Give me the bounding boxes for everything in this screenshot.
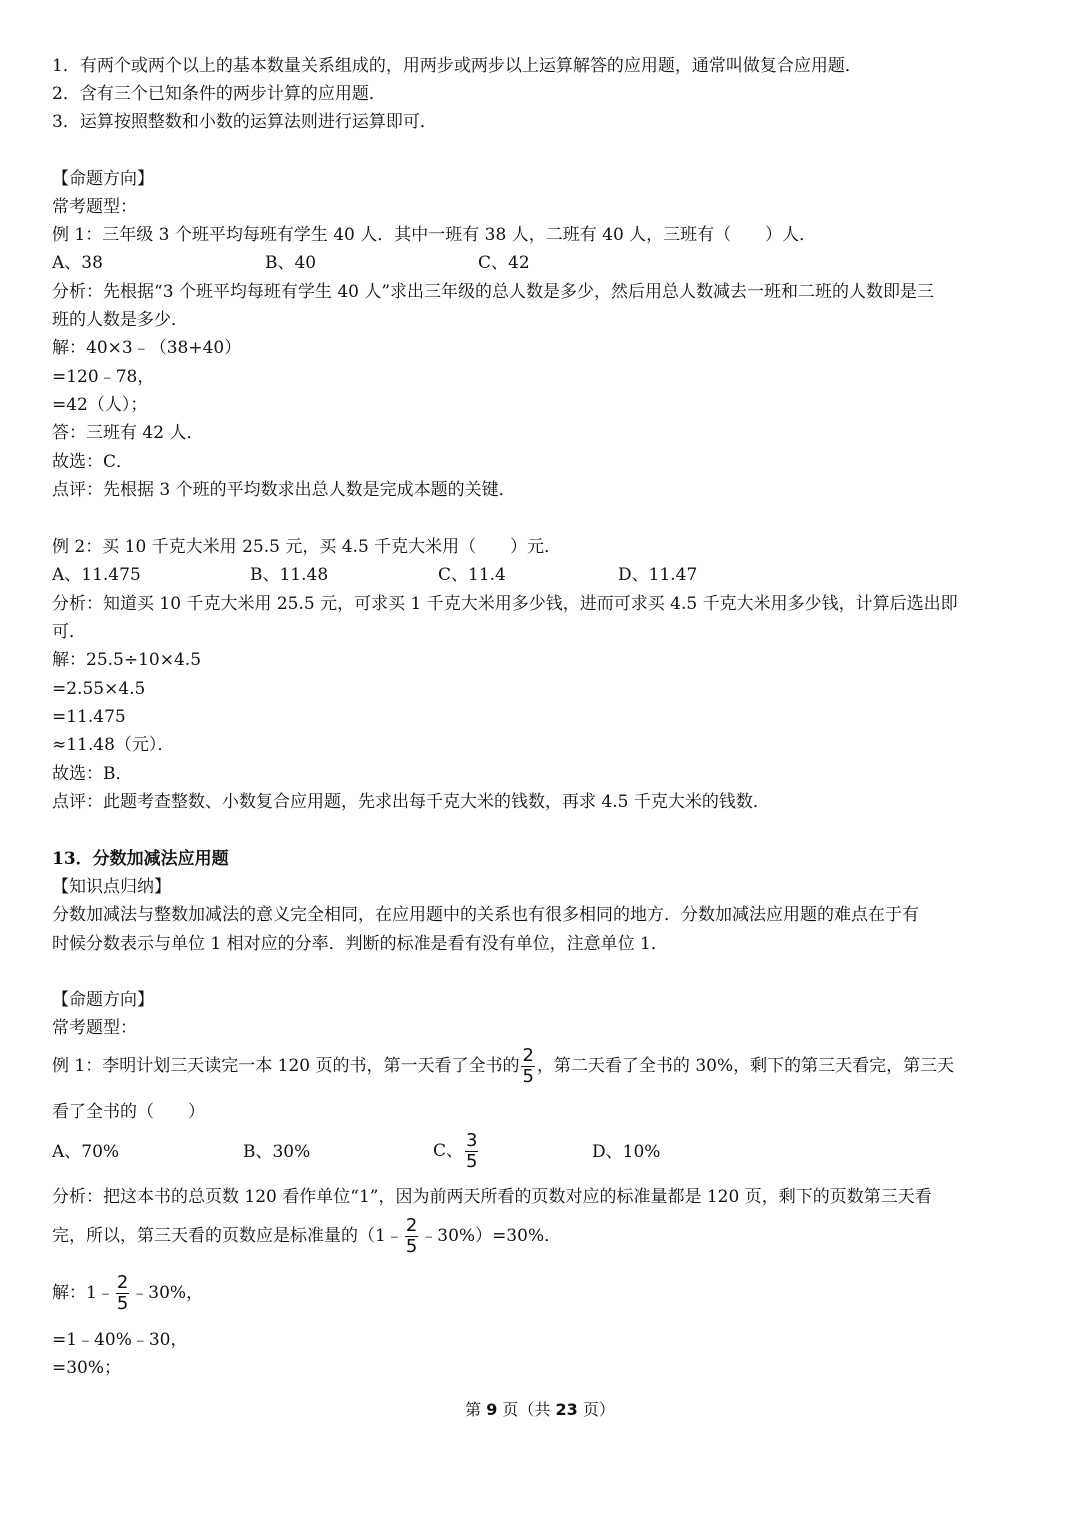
example-1-analysis-cont (52, 1216, 561, 1257)
option-b: B、40 (265, 253, 317, 273)
option-b: B、30% (243, 1142, 311, 1162)
fraction-denominator: 5 (466, 1151, 478, 1172)
option-b: B、11.48 (250, 565, 329, 585)
solution-step: =1﹣40%﹣30， (52, 1330, 188, 1350)
question-text: 例 1：李明计划三天读完一本 120 页的书，第一天看了全书的 (52, 1056, 520, 1076)
fraction-numerator: 2 (522, 1045, 534, 1066)
type-label: 常考题型： (52, 197, 137, 217)
example-2-question: 例 2：买 10 千克大米用 25.5 元，买 4.5 千克大米用（ ）元． (52, 537, 562, 557)
solution-line (52, 1273, 203, 1314)
example-2-step: ≈11.48（元）． (52, 735, 175, 755)
question-text: ，第二天看了全书的 30%，剩下的第三天看完，第三天 (536, 1056, 955, 1076)
example-1-comment: 点评：先根据 3 个班的平均数求出总人数是完成本题的关键． (52, 480, 516, 500)
footer-text: 页） (582, 1400, 615, 1419)
fraction (405, 1216, 418, 1257)
analysis-text: 完，所以，第三天看的页数应是标准量的（1﹣ (52, 1226, 403, 1246)
rule-1: 1．有两个或两个以上的基本数量关系组成的，用两步或两步以上运算解答的应用题，通常叫做复合应用题． (52, 56, 862, 76)
option-c (433, 1131, 480, 1172)
example-1-question: 例 1：三年级 3 个班平均每班有学生 40 人．其中一班有 38 人，二班有 40 人，三班有（ ）人． (52, 225, 817, 245)
option-c: C、42 (478, 253, 530, 273)
current-page: 9 (486, 1400, 498, 1419)
option-c-label: C、 (433, 1141, 464, 1161)
fraction-denominator: 5 (116, 1293, 129, 1314)
example-1-question (52, 1046, 954, 1087)
example-1-step: =42（人）； (52, 395, 148, 415)
example-2-analysis: 分析：知道买 10 千克大米用 25.5 元，可求买 1 千克大米用多少钱，进而可求买 4.5 千克大米用多少钱，计算后选出即 (52, 594, 958, 614)
solution-step: =30%； (52, 1358, 122, 1378)
knowledge-text-cont: 时候分数表示与单位 1 相对应的分率．判断的标准是看有没有单位，注意单位 1． (52, 934, 668, 954)
page-footer (0, 1397, 1080, 1420)
example-2-step: =2.55×4.5 (52, 679, 146, 699)
total-pages: 23 (555, 1400, 578, 1419)
example-1-answer: 答：三班有 42 人． (52, 423, 204, 443)
example-1-analysis: 分析：把这本书的总页数 120 看作单位“1”，因为前两天所看的页数对应的标准量都是 120 页，剩下的页数第三天看 (52, 1187, 932, 1207)
example-1-question-cont: 看了全书的（ ） (52, 1102, 205, 1122)
knowledge-heading: 【知识点归纳】 (52, 877, 171, 897)
example-2-comment: 点评：此题考查整数、小数复合应用题，先求出每千克大米的钱数，再求 4.5 千克大米的钱数． (52, 792, 770, 812)
rule-2: 2．含有三个已知条件的两步计算的应用题． (52, 84, 386, 104)
option-a: A、11.475 (52, 565, 141, 585)
fraction (465, 1131, 478, 1172)
option-d: D、11.47 (618, 565, 698, 585)
fraction-denominator: 5 (522, 1066, 534, 1087)
example-1-analysis: 分析：先根据“3 个班平均每班有学生 40 人”求出三年级的总人数是多少，然后用总人数减去一班和二班的人数即是三 (52, 282, 935, 302)
example-2-choice: 故选：B． (52, 764, 133, 784)
section-heading: 【命题方向】 (52, 990, 154, 1010)
example-2-step: =11.475 (52, 707, 126, 727)
example-1-step: =120﹣78， (52, 367, 155, 387)
solution-text: ﹣30%， (131, 1283, 204, 1303)
footer-text: 页（共 (502, 1400, 551, 1419)
section-13-title: 13．分数加减法应用题 (52, 849, 229, 869)
fraction (521, 1046, 534, 1087)
option-a: A、70% (52, 1142, 120, 1162)
fraction-numerator: 2 (405, 1215, 418, 1236)
fraction (116, 1273, 129, 1314)
solution-text: 解：1﹣ (52, 1283, 114, 1303)
example-1-analysis-cont: 班的人数是多少． (52, 310, 188, 330)
fraction-numerator: 3 (466, 1130, 478, 1151)
example-1-choice: 故选：C． (52, 452, 134, 472)
fraction-denominator: 5 (405, 1236, 418, 1257)
example-1-step: 解：40×3﹣（38+40） (52, 338, 242, 358)
knowledge-text: 分数加减法与整数加减法的意义完全相同，在应用题中的关系也有很多相同的地方．分数加减法应用题的难点在于有 (52, 905, 919, 925)
analysis-text: ﹣30%）=30%． (420, 1226, 562, 1246)
footer-text: 第 (465, 1400, 482, 1419)
option-d: D、10% (592, 1142, 661, 1162)
type-label: 常考题型： (52, 1018, 137, 1038)
fraction-numerator: 2 (116, 1272, 129, 1293)
example-2-analysis-cont: 可． (52, 622, 86, 642)
option-c: C、11.4 (438, 565, 506, 585)
rule-3: 3．运算按照整数和小数的运算法则进行运算即可． (52, 112, 437, 132)
option-a: A、38 (52, 253, 103, 273)
example-2-step: 解：25.5÷10×4.5 (52, 650, 202, 670)
section-heading: 【命题方向】 (52, 169, 154, 189)
